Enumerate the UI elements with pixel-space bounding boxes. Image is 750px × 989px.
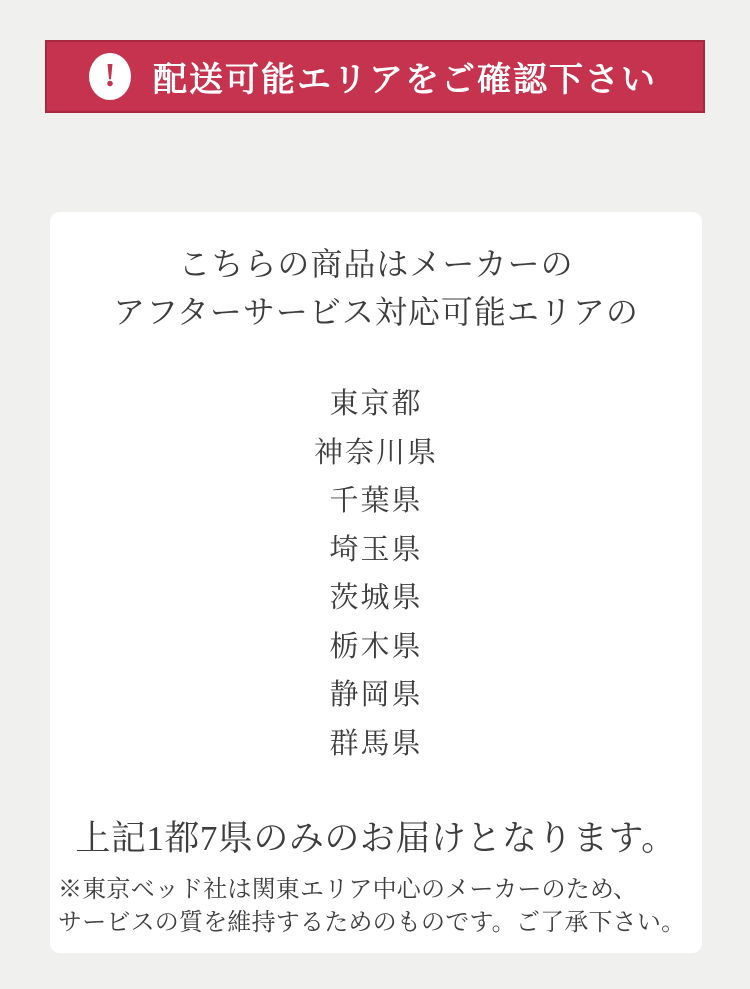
intro-line: こちらの商品はメーカーの [178, 246, 574, 282]
delivery-area-card [50, 212, 702, 953]
prefecture-item: 栃木県 [329, 630, 423, 663]
prefecture-item: 神奈川県 [313, 436, 438, 469]
prefecture-item: 静岡県 [329, 679, 423, 711]
prefecture-list [58, 380, 694, 768]
footnote-line: ※東京ベッド社は関東エリア中心のメーカーのため、 [58, 877, 638, 903]
exclamation-mark: ! [104, 56, 116, 94]
delivery-area-alert-banner [45, 40, 705, 113]
exclamation-icon [89, 53, 131, 100]
intro-text [58, 240, 694, 336]
intro-line: アフターサービス対応可能エリアの [113, 294, 639, 330]
banner-title: 配送可能エリアをご確認下さい [153, 62, 657, 99]
footnote [58, 874, 694, 940]
prefecture-item: 千葉県 [329, 485, 423, 517]
footnote-line: サービスの質を維持するためのものです。ご了承下さい。 [58, 910, 686, 936]
prefecture-item: 埼玉県 [329, 533, 423, 566]
prefecture-item: 群馬県 [329, 727, 423, 760]
prefecture-item: 東京都 [329, 388, 423, 420]
delivery-restriction-note: 上記1都7県のみのお届けとなります。 [75, 819, 677, 858]
prefecture-item: 茨城県 [329, 582, 423, 614]
